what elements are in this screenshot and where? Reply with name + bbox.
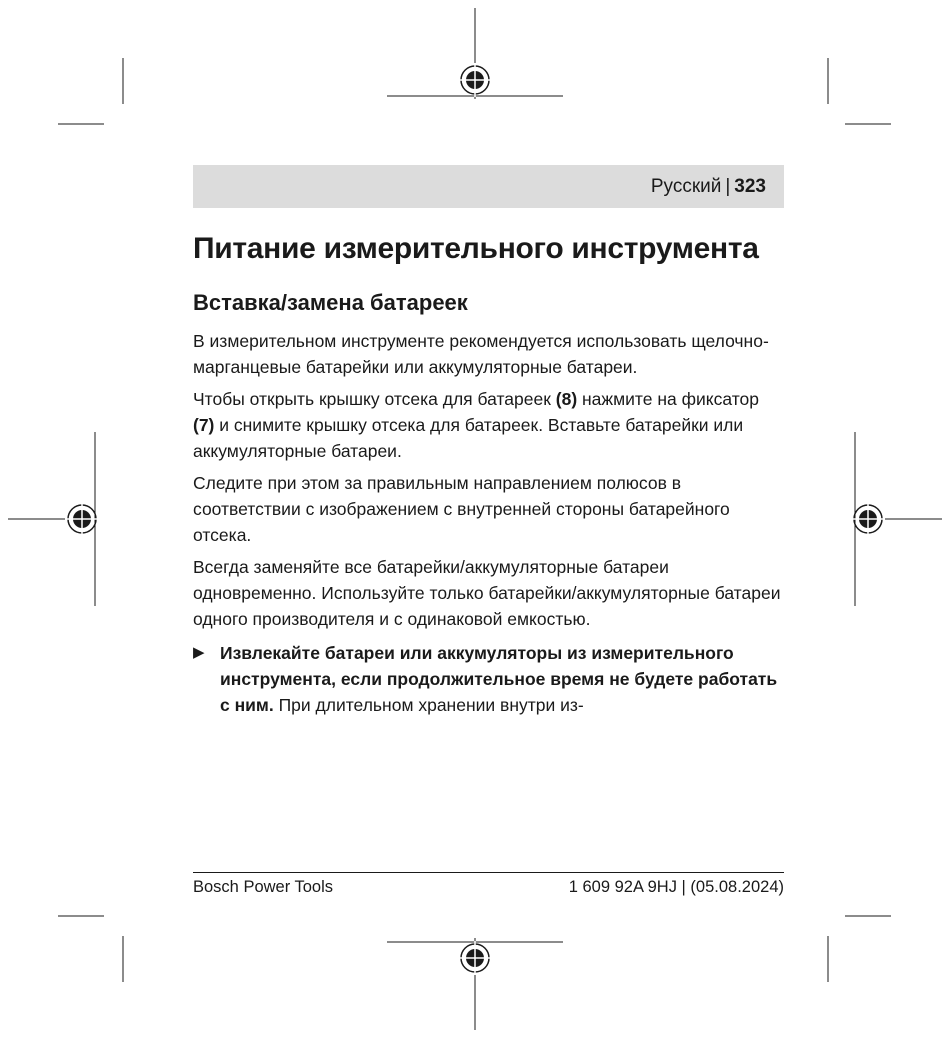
header-text: [651, 175, 766, 199]
warning-triangle-icon: ▶: [193, 644, 205, 661]
warning-bold-text: Извлекайте батареи или аккумуляторы из измерительного инструмента, если продолжительное время не будете работать с ним.: [220, 643, 778, 715]
ref-battery-cover: (8): [555, 389, 578, 409]
section-title: Питание измерительного инструмента: [193, 232, 759, 265]
header-separator: |: [725, 176, 731, 197]
page-number: 323: [734, 176, 766, 197]
footer-rule: [193, 872, 784, 873]
header-language: Русский: [650, 176, 722, 197]
registration-target-top: [458, 63, 492, 97]
registration-target-left: [65, 502, 99, 536]
registration-target-right: [851, 502, 885, 536]
subsection-title: Вставка/замена батареек: [193, 290, 468, 315]
ref-latch: (7): [193, 415, 215, 435]
warning-item: [193, 640, 784, 718]
paragraph-open-cover: Чтобы открыть крышку отсека для батареек (8) нажмите на фиксатор (7) и снимите крышку отсека для батареек. Вставьте батарейки или аккумуляторные батареи.: [193, 389, 760, 461]
paragraph-polarity: Следите при этом за правильным направлением полюсов в соответствии с изображением с внутренней стороны батарейного отсека.: [193, 473, 730, 545]
warning-text: При длительном хранении внутри из-: [273, 695, 584, 715]
page-content: [193, 228, 784, 718]
registration-target-bottom: [458, 941, 492, 975]
paragraph-replace-all: Всегда заменяйте все батарейки/аккумуляторные батареи одновременно. Используйте только батарейки/аккумуляторные батареи одного производителя и с одинаковой емкостью.: [193, 557, 781, 629]
page-footer: [193, 876, 784, 898]
paragraph-batteries-recommendation: В измерительном инструменте рекомендуется использовать щелочно-марганцевые батарейки или аккумуляторные батареи.: [193, 331, 769, 377]
footer-brand: Bosch Power Tools: [193, 878, 334, 896]
footer-doc-id: 1 609 92A 9HJ | (05.08.2024): [568, 878, 784, 896]
page-header: [193, 165, 784, 208]
